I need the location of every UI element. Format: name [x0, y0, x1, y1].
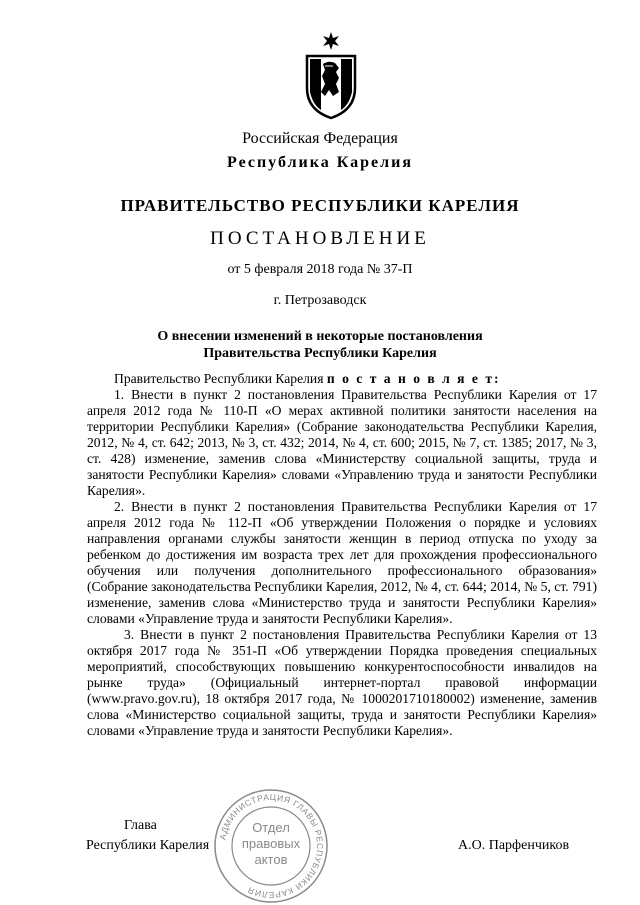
- stamp-seal: [213, 788, 329, 904]
- subject-line-1: О внесении изменений в некоторые постановления: [157, 329, 483, 344]
- subject-line-2: Правительства Республики Карелия: [203, 346, 437, 361]
- intro-paragraph: [87, 371, 597, 387]
- government-title: ПРАВИТЕЛЬСТВО РЕСПУБЛИКИ КАРЕЛИЯ: [120, 196, 520, 215]
- document-type: ПОСТАНОВЛЕНИЕ: [210, 228, 430, 249]
- document-date-number: от 5 февраля 2018 года № 37-П: [227, 262, 413, 277]
- stamp-line-2: правовых: [241, 836, 301, 851]
- paragraph-3: 3. Внести в пункт 2 постановления Правительства Республики Карелия от 13 октября 2017 года № 351-П «Об утверждении Порядка проведения специальных мероприятий, способствующих повышению конкурентоспособности инвалидов на рынке труда» (Официальный интернет-портал правовой информации (www.pravo.gov.ru), 18 октября 2017 года, № 1000201710180002) изменение, заменив слова «Министерство социальной защиты, труда и занятости Республики Карелия» словами «Управление труда и занятости Республики Карелия».: [87, 627, 597, 738]
- intro-text: Правительство Республики Карелия: [114, 371, 327, 386]
- document-body: [87, 371, 597, 739]
- signatory-name: А.О. Парфенчиков: [458, 838, 570, 853]
- intro-emphasis: п о с т а н о в л я е т:: [326, 371, 501, 386]
- stamp-ring-text: АДМИНИСТРАЦИЯ ГЛАВЫ РЕСПУБЛИКИ КАРЕЛИЯ: [217, 791, 326, 901]
- karelia-coat-of-arms-icon: [303, 30, 359, 120]
- paragraph-1: 1. Внести в пункт 2 постановления Правительства Республики Карелия от 17 апреля 2012 года № 110-П «О мерах активной политики занятости населения на территории Республики Карелия» (Собрание законодательства Республики Карелия, 2012, № 4, ст. 642; 2013, № 3, ст. 432; 2014, № 4, ст. 600; 2015, № 7, ст. 1385; 2017, № 3, ст. 428) изменение, заменив слова «Министерству социальной защиты, труда и занятости Республики Карелия» словами «Управлению труда и занятости Республики Карелия».: [87, 387, 597, 498]
- republic-name: Республика Карелия: [227, 154, 413, 171]
- signature-title-line-2: Республики Карелия: [86, 838, 210, 853]
- stamp-line-3: актов: [254, 852, 288, 867]
- document-city: г. Петрозаводск: [273, 293, 367, 308]
- stamp-line-1: Отдел: [252, 820, 290, 835]
- document-subject: [0, 328, 640, 362]
- country-name: Российская Федерация: [242, 130, 398, 147]
- signature-title-line-1: Глава: [124, 818, 157, 833]
- paragraph-2: 2. Внести в пункт 2 постановления Правительства Республики Карелия от 17 апреля 2012 года № 112-П «Об утверждении Положения о порядке и условиях направления органами службы занятости женщин в период отпуска по уходу за ребенком до достижения им возраста трех лет для прохождения профессионального обучения или получения дополнительного профессионального образования» (Собрание законодательства Республики Карелия, 2012, № 4, ст. 644; 2014, № 5, ст. 791) изменение, заменив слова «Министерство труда и занятости Республики Карелия» словами «Управление труда и занятости Республики Карелия».: [87, 499, 597, 626]
